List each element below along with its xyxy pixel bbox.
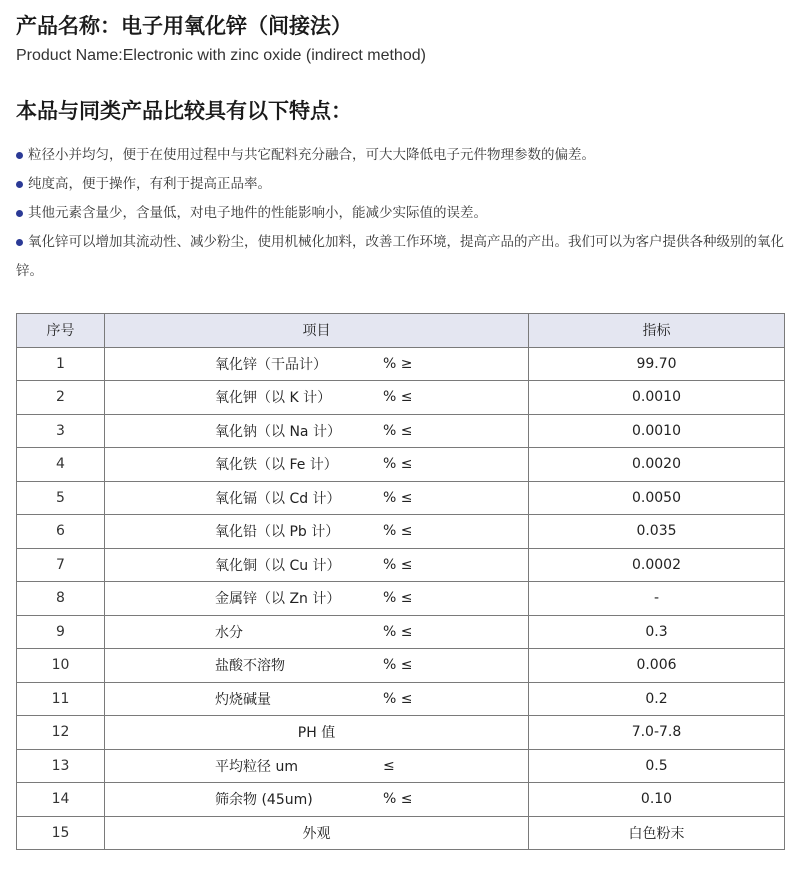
item-cell (105, 749, 529, 783)
item-name: 氧化铜（以 Cu 计） (215, 557, 341, 574)
row-number: 14 (17, 783, 105, 817)
item-cell (105, 783, 529, 817)
row-number: 3 (17, 414, 105, 448)
table-row (17, 481, 785, 515)
header-no: 序号 (17, 314, 105, 348)
row-number: 13 (17, 749, 105, 783)
table-row (17, 716, 785, 750)
features-list (16, 141, 788, 286)
item-cell (105, 682, 529, 716)
item-name: 氧化铅（以 Pb 计） (215, 524, 340, 541)
item-cell (105, 414, 529, 448)
item-unit: ≤ (383, 757, 395, 774)
spec-table (16, 313, 785, 850)
table-header-row (17, 314, 785, 348)
item-name: 氧化钾（以 K 计） (215, 390, 332, 407)
table-row (17, 816, 785, 850)
spec-table-body (17, 347, 785, 850)
table-row (17, 381, 785, 415)
header-value: 指标 (529, 314, 785, 348)
bullet-icon (16, 152, 23, 159)
product-title-en: Product Name:Electronic with zinc oxide (indirect method) (16, 47, 426, 64)
item-unit: % ≤ (383, 657, 413, 674)
item-name: 水分 (215, 624, 243, 641)
row-value: 0.3 (529, 615, 785, 649)
row-number: 11 (17, 682, 105, 716)
item-cell (105, 816, 529, 850)
product-title-cn: 产品名称：电子用氧化锌（间接法） (16, 14, 352, 38)
row-value: - (529, 582, 785, 616)
item-cell (105, 649, 529, 683)
row-value: 0.10 (529, 783, 785, 817)
item-name: PH 值 (297, 725, 336, 742)
item-name: 氧化铁（以 Fe 计） (215, 457, 338, 474)
row-value: 0.0010 (529, 381, 785, 415)
item-name: 平均粒径 um (215, 758, 298, 775)
row-value: 白色粉末 (529, 816, 785, 850)
table-row (17, 682, 785, 716)
table-row (17, 615, 785, 649)
row-number: 6 (17, 515, 105, 549)
item-cell (105, 448, 529, 482)
item-unit: % ≤ (383, 389, 413, 406)
item-cell (105, 481, 529, 515)
row-value: 0.0050 (529, 481, 785, 515)
features-title: 本品与同类产品比较具有以下特点： (16, 99, 352, 123)
table-row (17, 582, 785, 616)
table-row (17, 414, 785, 448)
row-number: 12 (17, 716, 105, 750)
table-row (17, 649, 785, 683)
table-row (17, 448, 785, 482)
item-unit: % ≤ (383, 690, 413, 707)
feature-item: 粒径小并均匀，便于在使用过程中与共它配料充分融合，可大大降低电子元件物理参数的偏差。 (16, 141, 788, 170)
item-name: 金属锌（以 Zn 计） (215, 591, 341, 608)
row-number: 4 (17, 448, 105, 482)
row-value: 99.70 (529, 347, 785, 381)
row-value: 0.006 (529, 649, 785, 683)
feature-item: 氧化锌可以增加其流动性、减少粉尘，使用机械化加料，改善工作环境，提高产品的产出。我们可以为客户提供各种级别的氧化锌。 (16, 234, 784, 279)
feature-item: 纯度高，便于操作，有利于提高正品率。 (16, 170, 788, 199)
row-value: 0.5 (529, 749, 785, 783)
row-number: 1 (17, 347, 105, 381)
row-value: 0.0020 (529, 448, 785, 482)
feature-item: 其他元素含量少，含量低，对电子地件的性能影响小，能减少实际值的误差。 (16, 199, 788, 228)
item-name: 盐酸不溶物 (215, 658, 285, 675)
item-name: 外观 (302, 825, 331, 842)
item-unit: % ≤ (383, 590, 413, 607)
item-name: 氧化锌（干品计） (215, 356, 327, 373)
item-cell (105, 615, 529, 649)
table-row (17, 515, 785, 549)
item-cell (105, 548, 529, 582)
row-number: 7 (17, 548, 105, 582)
table-row (17, 783, 785, 817)
item-name: 氧化镉（以 Cd 计） (215, 490, 341, 507)
row-number: 8 (17, 582, 105, 616)
bullet-icon (16, 239, 23, 246)
table-row (17, 749, 785, 783)
row-value: 0.0002 (529, 548, 785, 582)
table-row (17, 347, 785, 381)
item-cell (105, 716, 529, 750)
item-unit: % ≤ (383, 489, 413, 506)
item-cell (105, 347, 529, 381)
table-row (17, 548, 785, 582)
row-number: 10 (17, 649, 105, 683)
row-value: 7.0-7.8 (529, 716, 785, 750)
item-unit: % ≤ (383, 556, 413, 573)
item-cell (105, 582, 529, 616)
item-cell (105, 381, 529, 415)
item-cell (105, 515, 529, 549)
row-number: 15 (17, 816, 105, 850)
bullet-icon (16, 210, 23, 217)
item-unit: % ≤ (383, 791, 413, 808)
item-unit: % ≥ (383, 355, 413, 372)
item-unit: % ≤ (383, 623, 413, 640)
item-name: 筛余物 (45um) (215, 792, 313, 809)
item-unit: % ≤ (383, 523, 413, 540)
row-value: 0.0010 (529, 414, 785, 448)
header-item: 项目 (105, 314, 529, 348)
item-unit: % ≤ (383, 456, 413, 473)
row-value: 0.2 (529, 682, 785, 716)
item-unit: % ≤ (383, 422, 413, 439)
row-number: 9 (17, 615, 105, 649)
row-number: 5 (17, 481, 105, 515)
row-value: 0.035 (529, 515, 785, 549)
row-number: 2 (17, 381, 105, 415)
item-name: 氧化钠（以 Na 计） (215, 423, 341, 440)
bullet-icon (16, 181, 23, 188)
item-name: 灼烧碱量 (215, 691, 271, 708)
